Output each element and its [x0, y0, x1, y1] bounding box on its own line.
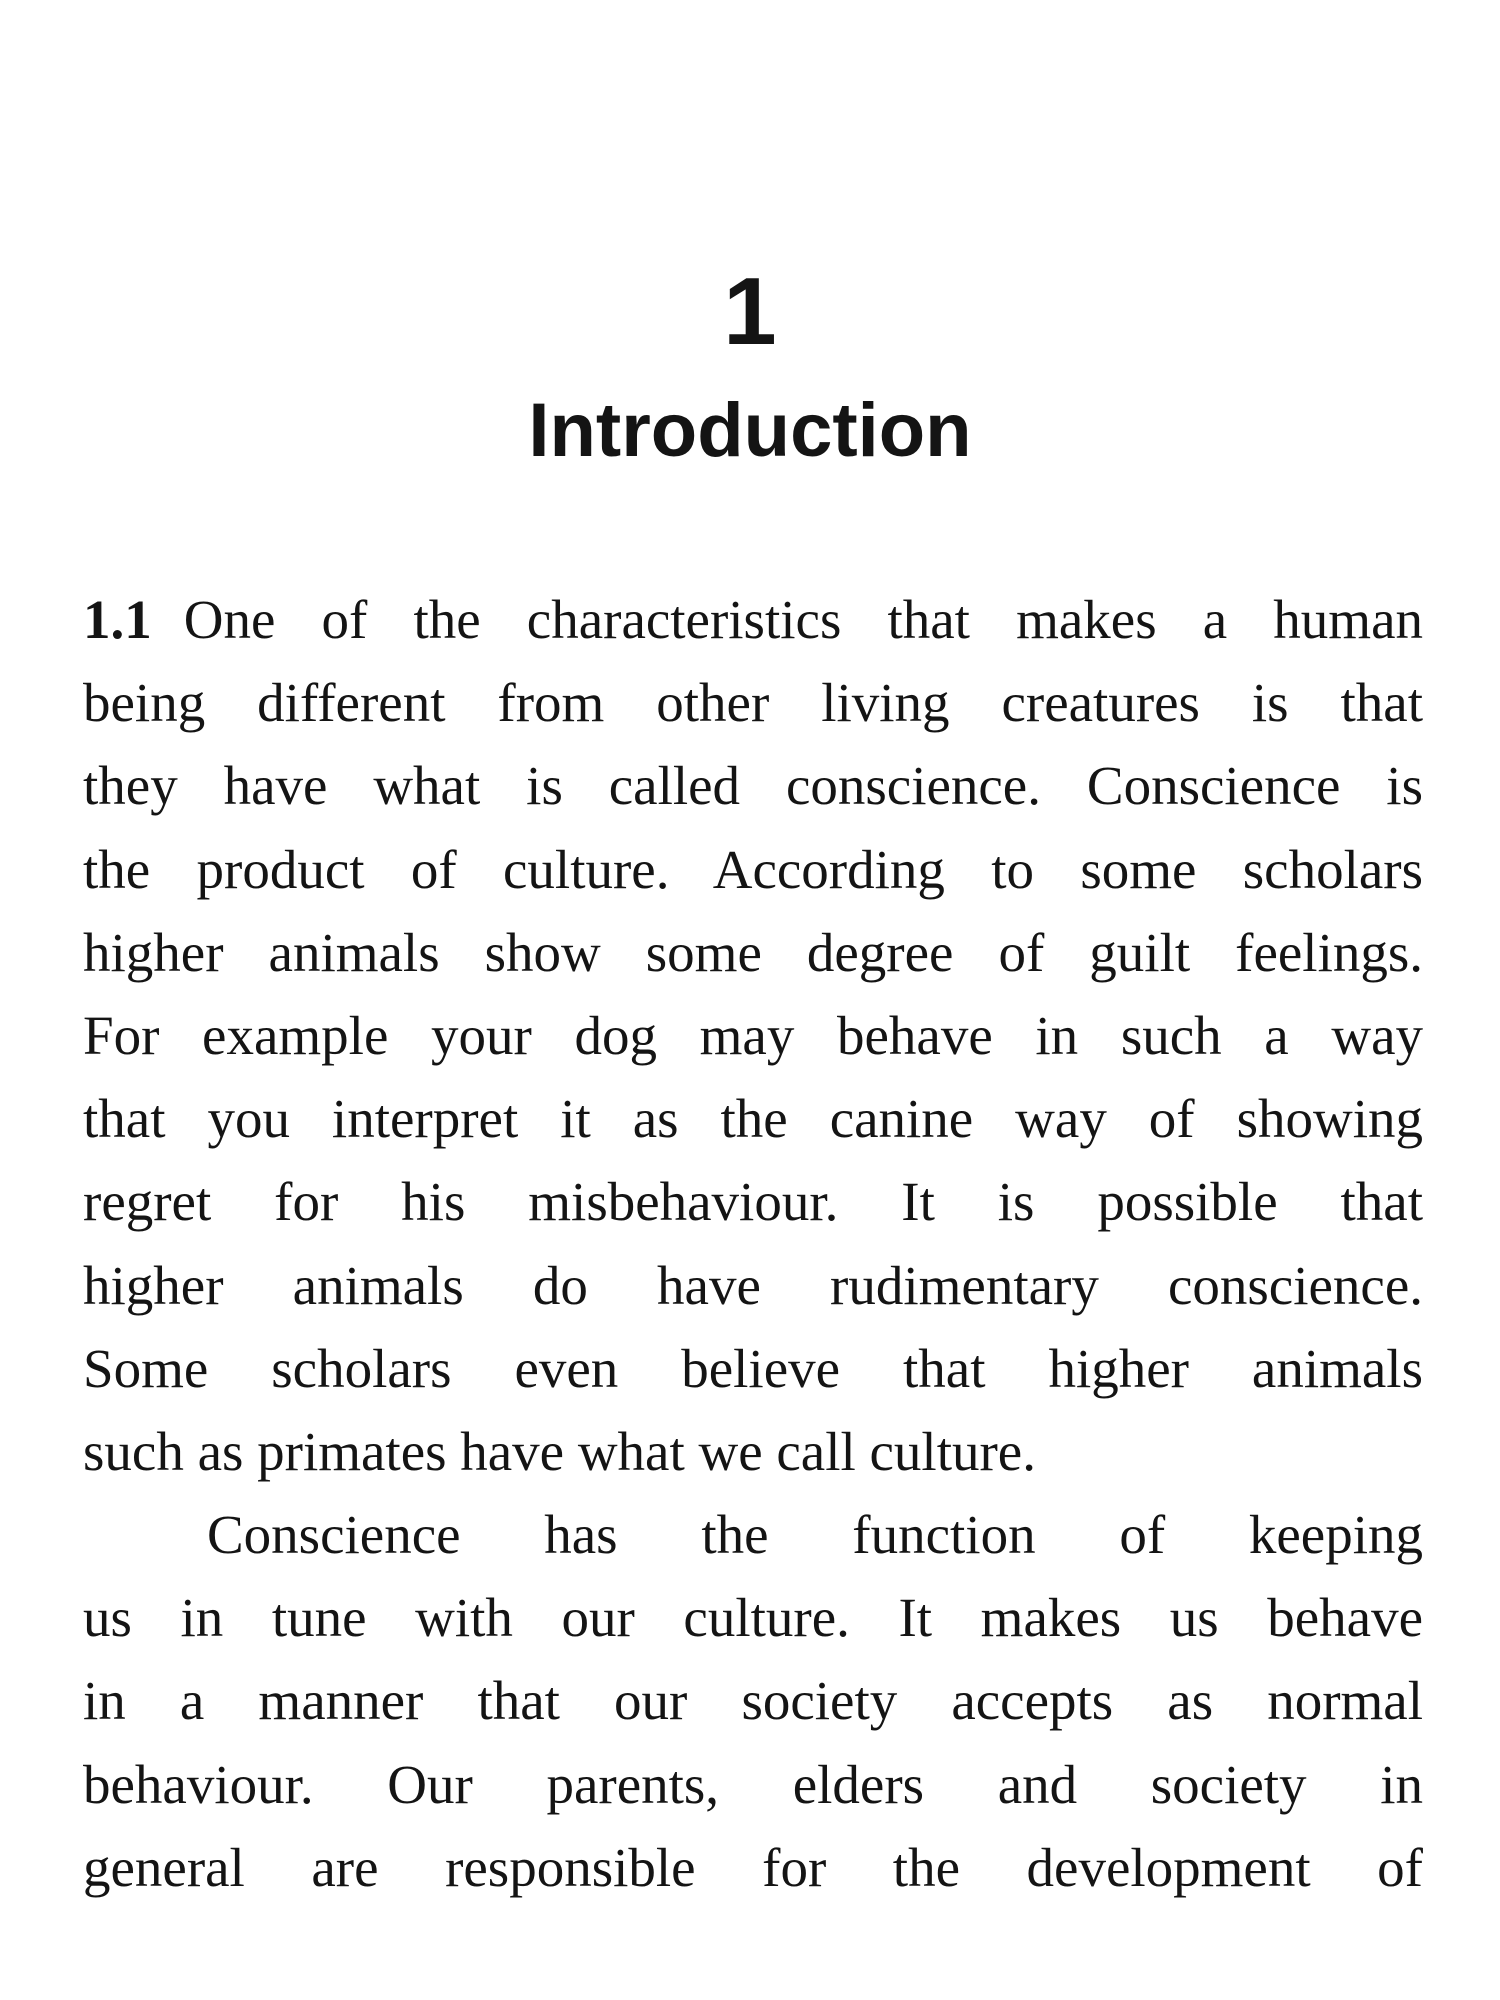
paragraph-line: being different from other living creatures is that [83, 672, 1423, 734]
paragraph-line: they have what is called conscience. Conscience is [83, 755, 1423, 817]
paragraph-line: such as primates have what we call culture. [83, 1420, 1036, 1482]
paragraph-line-text: One of the characteristics that makes a human [183, 589, 1423, 650]
paragraph-line: general are responsible for the development of [83, 1836, 1423, 1898]
paragraph-line: regret for his misbehaviour. It is possible that [83, 1171, 1423, 1233]
paragraph-line [83, 578, 1423, 661]
paragraph-line: us in tune with our culture. It makes us behave [83, 1587, 1423, 1649]
paragraph-line: For example your dog may behave in such a way [83, 1004, 1423, 1066]
paragraph-line: that you interpret it as the canine way of showing [83, 1088, 1423, 1150]
paragraph-line: higher animals do have rudimentary conscience. [83, 1254, 1423, 1316]
paragraph-line: the product of culture. According to some scholars [83, 838, 1423, 900]
paragraph-2 [83, 1493, 1423, 1909]
paragraph-1 [83, 578, 1423, 1493]
paragraph-line: higher animals show some degree of guilt feelings. [83, 921, 1423, 983]
paragraph-line: Some scholars even believe that higher animals [83, 1337, 1423, 1399]
paragraph-line: behaviour. Our parents, elders and society in [83, 1753, 1423, 1815]
paragraph-line: in a manner that our society accepts as normal [83, 1670, 1423, 1732]
section-number: 1.1 [83, 589, 152, 650]
chapter-number: 1 [723, 258, 777, 365]
body-text [83, 578, 1423, 1909]
chapter-title: Introduction [528, 388, 972, 473]
paragraph-line: Conscience has the function of keeping [207, 1504, 1423, 1566]
